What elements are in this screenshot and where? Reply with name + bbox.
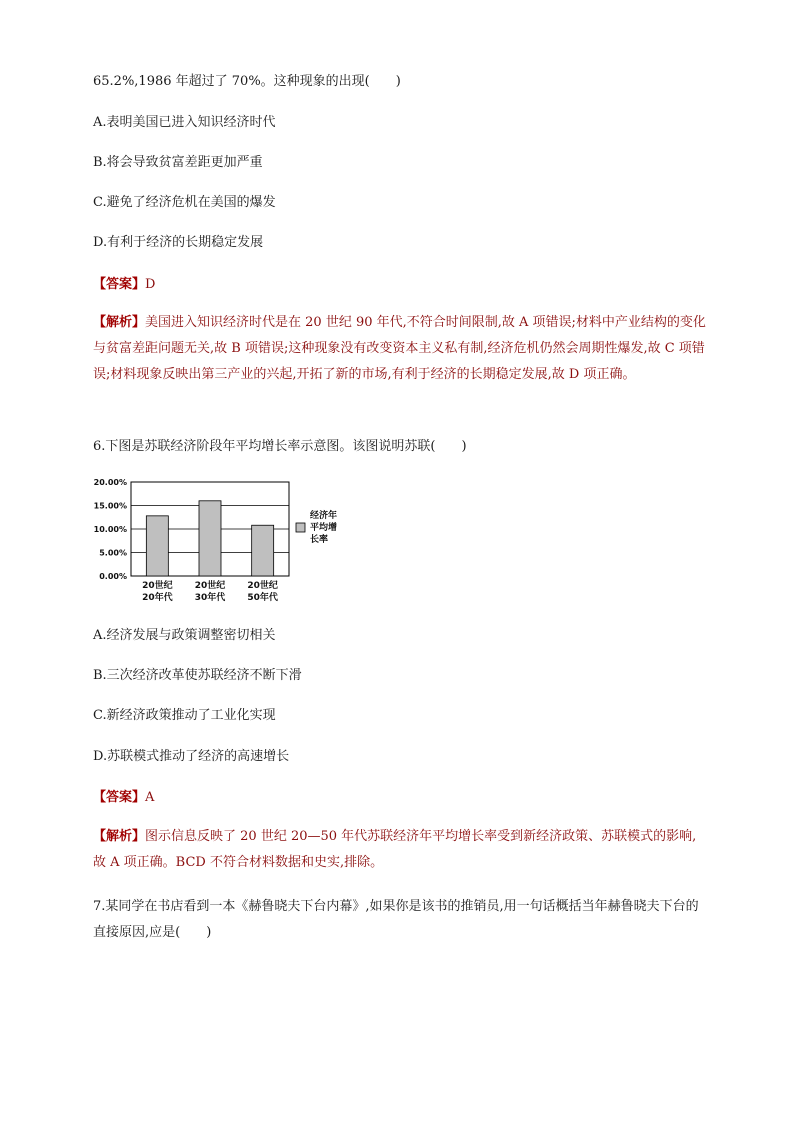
q5-option-c: C.避免了经济危机在美国的爆发	[93, 195, 276, 210]
q5-stem-tail: 65.2%,1986 年超过了 70%。这种现象的出现( )	[93, 74, 401, 89]
y-tick-label: 15.00%	[93, 501, 127, 511]
q5-answer	[93, 276, 713, 294]
analysis-tag: 【解析】	[93, 315, 146, 330]
chart-svg	[93, 476, 393, 608]
answer-value: D	[145, 277, 156, 292]
x-tick-label: 30年代	[194, 593, 226, 603]
analysis-text: 图示信息反映了 20 世纪 20—50 年代苏联经济年平均增长率受到新经济政策、苏联模式的影响,故 A 项正确。BCD 不符合材料数据和史实,排除。	[93, 829, 697, 870]
q6-answer	[93, 789, 713, 807]
answer-value: A	[145, 790, 155, 805]
bar	[146, 516, 168, 576]
legend-label: 长率	[310, 535, 329, 545]
q6-option-c: C.新经济政策推动了工业化实现	[93, 708, 276, 723]
q5-option-a: A.表明美国已进入知识经济时代	[93, 115, 276, 130]
answer-tag: 【答案】	[93, 277, 146, 292]
y-tick-label: 5.00%	[99, 548, 127, 558]
q5-analysis	[93, 310, 708, 388]
legend-swatch	[296, 523, 305, 532]
x-tick-label: 50年代	[247, 593, 278, 603]
growth-rate-chart	[93, 476, 393, 608]
bar	[199, 501, 221, 576]
answer-tag: 【答案】	[93, 790, 146, 805]
x-tick-label: 20世纪	[247, 581, 278, 591]
y-tick-label: 20.00%	[93, 478, 127, 487]
bar	[252, 525, 274, 576]
legend-label: 平均增	[310, 523, 338, 533]
q6-option-a: A.经济发展与政策调整密切相关	[93, 628, 276, 643]
analysis-text: 美国进入知识经济时代是在 20 世纪 90 年代,不符合时间限制,故 A 项错误;材料中产业结构的变化与贫富差距问题无关,故 B 项错误;这种现象没有改变资本主义私有制,经济危机仍然会周期性爆发,故 C 项错误;材料现象反映出第三产业的兴起,开拓了新的市场,有利于经济的长期稳定发展,故 D 项正确。	[93, 315, 706, 382]
analysis-tag: 【解析】	[93, 829, 146, 844]
q6-stem: 6.下图是苏联经济阶段年平均增长率示意图。该图说明苏联( )	[93, 439, 467, 454]
q6-analysis	[93, 824, 708, 876]
legend-label: 经济年	[310, 511, 338, 521]
q5-option-b: B.将会导致贫富差距更加严重	[93, 155, 263, 170]
q7-stem: 7.某同学在书店看到一本《赫鲁晓夫下台内幕》,如果你是该书的推销员,用一句话概括当年赫鲁晓夫下台的直接原因,应是( )	[93, 899, 699, 940]
q6-option-d: D.苏联模式推动了经济的高速增长	[93, 749, 290, 764]
q5-option-d: D.有利于经济的长期稳定发展	[93, 235, 264, 250]
y-tick-label: 10.00%	[93, 525, 127, 534]
x-tick-label: 20年代	[142, 593, 173, 603]
y-tick-label: 0.00%	[99, 572, 127, 581]
x-tick-label: 20世纪	[194, 581, 226, 591]
q6-option-b: B.三次经济改革使苏联经济不断下滑	[93, 668, 302, 683]
x-tick-label: 20世纪	[142, 581, 173, 591]
